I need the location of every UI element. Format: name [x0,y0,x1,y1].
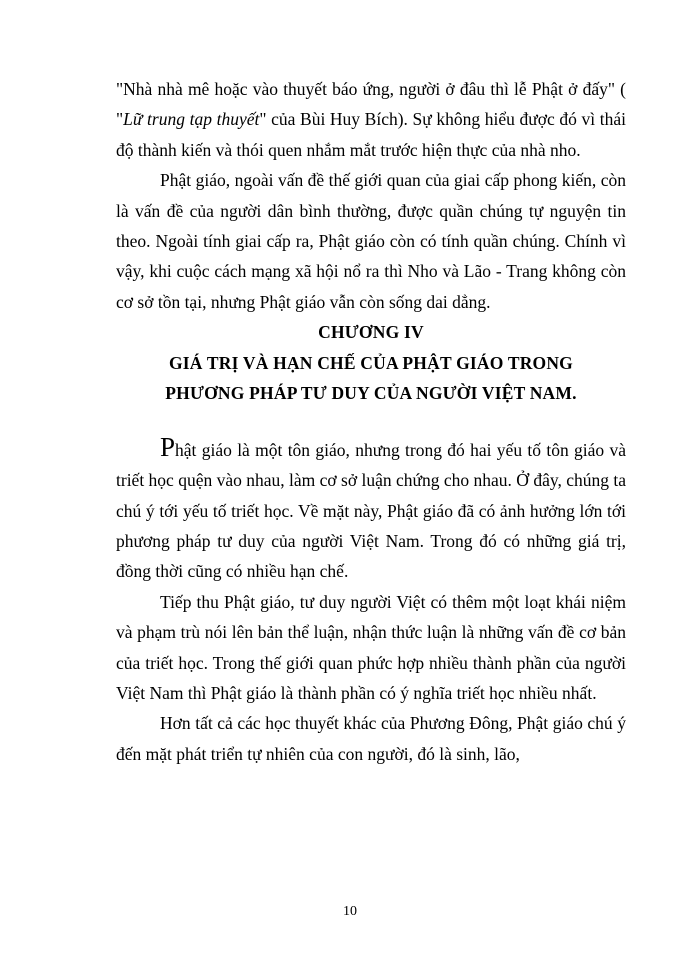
chapter-number: CHƯƠNG IV [318,322,424,343]
drop-cap-letter: P [160,431,176,462]
paragraph-intro [116,431,626,587]
paragraph-natural-development: Hơn tất cả các học thuyết khác của Phương Đông, Phật giáo chú ý đến mặt phát triển tự nhiên của con người, đó là sinh, lão, [116,713,626,764]
chapter-title-line-2: PHƯƠNG PHÁP TƯ DUY CỦA NGƯỜI VIỆT NAM. [165,383,577,404]
paragraph-quote-part-3: " của Bùi Huy Bích). Sự không hiểu được đó vì thái độ thành kiến và thói quen nhắm mắt trước hiện thực của nhà nho. [116,109,626,160]
paragraph-quote-part-1: "Nhà nhà mê hoặc vào thuyết báo ứng, người ở đâu thì lễ Phật ở đấy" ( " [116,79,626,130]
book-title: Lữ trung tạp thuyết [123,109,260,130]
page-number: 10 [343,904,357,919]
document-page [116,74,626,769]
paragraph-concepts: Tiếp thu Phật giáo, tư duy người Việt có thêm một loạt khái niệm và phạm trù nói lên bản thể luận, nhận thức luận là những vấn đề cơ bản của triết học. Trong thế giới quan phức hợp nhiều thành phần của người Việt Nam thì Phật giáo là thành phần có ý nghĩa triết học nhiều nhất. [116,591,626,703]
paragraph-quote [116,74,626,165]
chapter-heading [116,317,626,409]
paragraph-buddhism-masses: Phật giáo, ngoài vấn đề thế giới quan của giai cấp phong kiến, còn là vấn đề của người dân bình thường, được quần chúng tự nguyện tin theo. Ngoài tính giai cấp ra, Phật giáo còn có tính quần chúng. Chính vì vậy, khi cuộc cách mạng xã hội nổ ra thì Nho và Lão - Trang không còn cơ sở tồn tại, nhưng Phật giáo vẫn còn sống dai dẳng. [116,170,626,312]
paragraph-intro-text: hật giáo là một tôn giáo, nhưng trong đó hai yếu tố tôn giáo và triết học quện vào nhau, làm cơ sở luận chứng cho nhau. Ở đây, chúng ta chú ý tới yếu tố triết học. Về mặt này, Phật giáo đã có ảnh hưởng lớn tới phương pháp tư duy của người Việt Nam. Trong đó có những giá trị, đồng thời cũng có nhiều hạn chế. [116,439,626,582]
chapter-title-line-1: GIÁ TRỊ VÀ HẠN CHẾ CỦA PHẬT GIÁO TRONG [168,352,573,373]
